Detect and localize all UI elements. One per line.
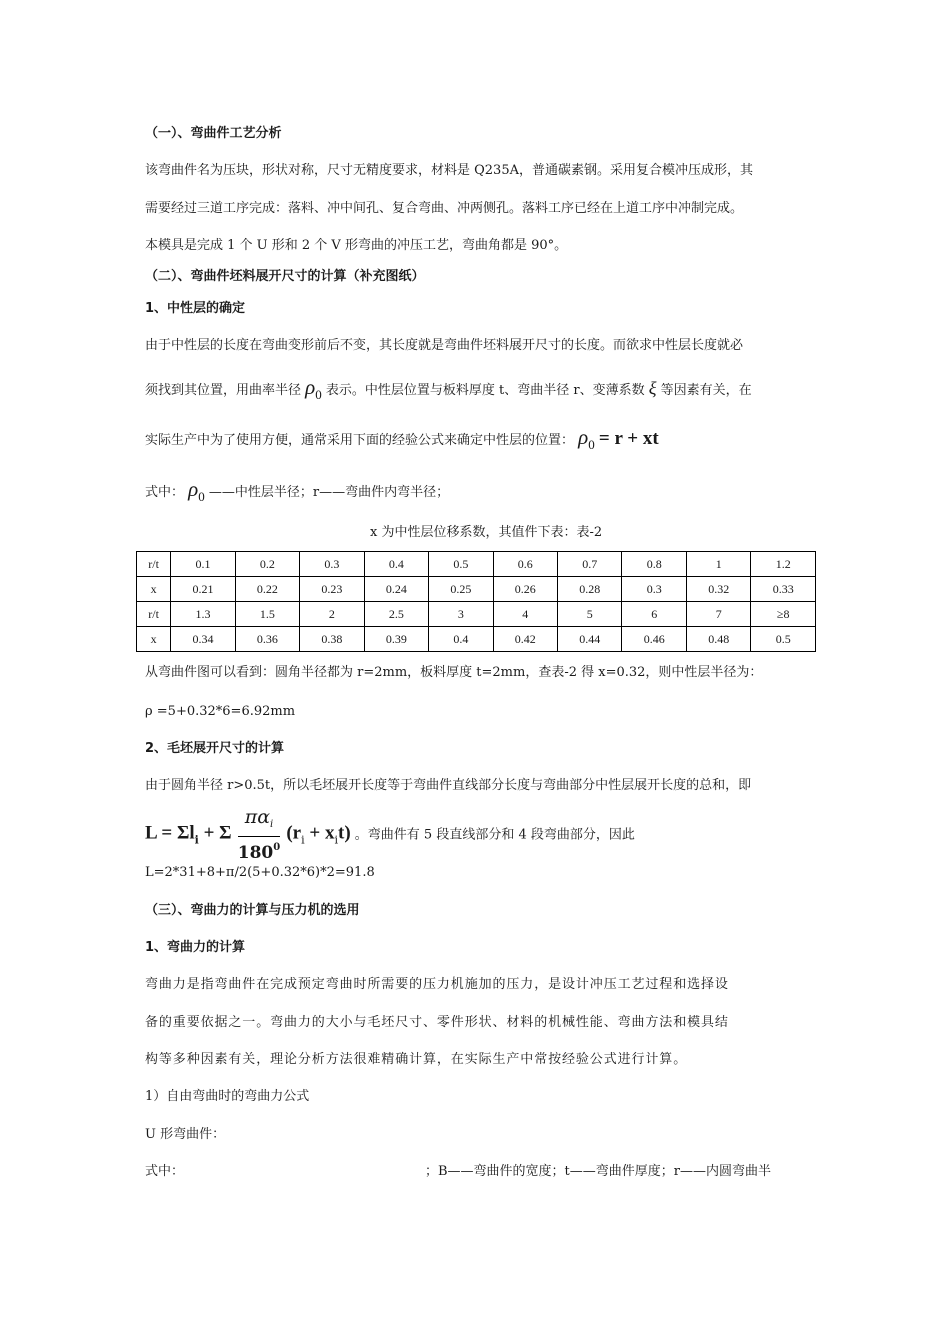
- table-cell: 0.22: [235, 577, 299, 602]
- def-suffix: ——中性层半径；r——弯曲件内弯半径；: [208, 485, 450, 500]
- def-rho: ρ: [188, 477, 199, 501]
- table-cell: 5: [558, 602, 622, 627]
- table-cell: 0.26: [493, 577, 557, 602]
- table-row-header: r/t: [137, 602, 171, 627]
- table-cell: 0.36: [235, 627, 299, 652]
- xi-symbol: ξ: [648, 378, 657, 398]
- formula-r: (r: [286, 822, 302, 844]
- s2-formula-line: [145, 806, 635, 864]
- s2-paragraph-line-4: 从弯曲件图可以看到：圆角半径都为 r=2mm，板料厚度 t=2mm，查表-2 得 x=0.32，则中性层半径为：: [145, 665, 763, 680]
- table-cell: 6: [622, 602, 686, 627]
- s3-free-bending-title: 1）自由弯曲时的弯曲力公式: [145, 1089, 310, 1104]
- s3-paragraph-line-2: 备的重要依据之一。弯曲力的大小与毛坯尺寸、零件形状、材料的机械性能、弯曲方法和模具结: [145, 1015, 729, 1030]
- s2-paragraph-line-1: 由于中性层的长度在弯曲变形前后不变，其长度就是弯曲件坯料展开尺寸的长度。而欲求中性层长度就必: [145, 338, 744, 353]
- table-cell: 0.44: [558, 627, 622, 652]
- formula-plus-sum: + Σ: [198, 822, 232, 844]
- table-cell: 0.6: [493, 552, 557, 577]
- formula-r-index: i: [301, 833, 305, 847]
- table-cell: 1.5: [235, 602, 299, 627]
- table-cell: 0.32: [686, 577, 750, 602]
- s3-definition-prefix: 式中：: [145, 1164, 185, 1179]
- table-cell: ≥8: [751, 602, 816, 627]
- table-cell: 0.1: [171, 552, 235, 577]
- table-cell: 0.46: [622, 627, 686, 652]
- table-cell: 0.8: [622, 552, 686, 577]
- formula-numerator: [238, 806, 280, 837]
- rho-symbol: ρ: [305, 375, 316, 399]
- rho-subscript: 0: [315, 387, 322, 402]
- table-cell: 7: [686, 602, 750, 627]
- s2-l-calculation: L=2*31+8+π/2(5+0.32*6)*2=91.8: [145, 865, 375, 880]
- table-row: [137, 552, 816, 577]
- table-cell: 0.4: [364, 552, 428, 577]
- table-cell: 0.5: [429, 552, 493, 577]
- s2-p2-part-b: 表示。中性层位置与板料厚度 t、弯曲半径 r、变薄系数: [325, 383, 645, 398]
- s2-paragraph-line-3: [145, 425, 659, 454]
- table-cell: 0.42: [493, 627, 557, 652]
- table-row: [137, 577, 816, 602]
- table-row-header: x: [137, 627, 171, 652]
- numerator-index: i: [270, 819, 274, 830]
- section-3-heading: （三）、弯曲力的计算与压力机的选用: [145, 903, 360, 918]
- neutral-layer-coefficient-table: [136, 551, 816, 652]
- table-row: [137, 627, 816, 652]
- subsection-bending-force: 1、弯曲力的计算: [145, 940, 246, 955]
- table-cell: 2.5: [364, 602, 428, 627]
- formula-rhs: = r + xt: [598, 428, 659, 449]
- subsection-neutral-layer: 1、中性层的确定: [145, 301, 246, 316]
- formula-denominator: [238, 837, 280, 864]
- table-row-header: x: [137, 577, 171, 602]
- denominator-text: 180: [237, 843, 274, 863]
- table-caption: x 为中性层位移系数，其值件下表：表-2: [370, 525, 603, 540]
- table-row: [137, 602, 816, 627]
- denominator-degree: 0: [273, 842, 281, 853]
- formula-l-index: i: [194, 833, 199, 847]
- def-prefix: 式中：: [145, 485, 185, 500]
- s2-definition-line: [145, 477, 450, 506]
- table-cell: 2: [300, 602, 364, 627]
- formula-x-index: i: [334, 833, 338, 847]
- table-cell: 3: [429, 602, 493, 627]
- table-cell: 0.3: [300, 552, 364, 577]
- table-row-header: r/t: [137, 552, 171, 577]
- formula-t: t): [338, 822, 351, 844]
- table-cell: 0.4: [429, 627, 493, 652]
- table-cell: 0.38: [300, 627, 364, 652]
- section-2-heading: （二）、弯曲件坯料展开尺寸的计算（补充图纸）: [145, 269, 425, 284]
- s2-rho-calculation: ρ =5+0.32*6=6.92mm: [145, 704, 296, 719]
- s3-definition-rest: ；B——弯曲件的宽度；t——弯曲件厚度；r——内圆弯曲半: [425, 1164, 771, 1179]
- s3-paragraph-line-1: 弯曲力是指弯曲件在完成预定弯曲时所需要的压力机施加的压力，是设计冲压工艺过程和选择设: [145, 977, 729, 992]
- formula-text: 。弯曲件有 5 段直线部分和 4 段弯曲部分，因此: [354, 827, 635, 843]
- table-cell: 4: [493, 602, 557, 627]
- table-cell: 0.21: [171, 577, 235, 602]
- table-cell: 0.48: [686, 627, 750, 652]
- subsection-blank-size: 2、毛坯展开尺寸的计算: [145, 741, 285, 756]
- formula-l-left: L = Σl: [145, 822, 195, 844]
- def-rho-subscript: 0: [198, 489, 205, 504]
- table-cell: 0.23: [300, 577, 364, 602]
- table-cell: 0.33: [751, 577, 816, 602]
- s2-paragraph-line-6: 由于圆角半径 r>0.5t，所以毛坯展开长度等于弯曲件直线部分长度与弯曲部分中性层展开长度的总和，即: [145, 778, 752, 793]
- table-cell: 0.2: [235, 552, 299, 577]
- s3-paragraph-line-3: 构等多种因素有关，理论分析方法很难精确计算，在实际生产中常按经验公式进行计算。: [145, 1052, 688, 1067]
- section-1-heading: （一）、弯曲件工艺分析: [145, 126, 282, 141]
- formula-rho-subscript: 0: [588, 437, 595, 452]
- numerator-text: πα: [244, 806, 271, 828]
- table-cell: 0.5: [751, 627, 816, 652]
- table-cell: 0.25: [429, 577, 493, 602]
- s2-p2-part-a: 须找到其位置，用曲率半径: [145, 383, 302, 398]
- s1-paragraph-line-3: 本模具是完成 1 个 U 形和 2 个 V 形弯曲的冲压工艺，弯曲角都是 90°。: [145, 238, 568, 253]
- s2-paragraph-line-2: [145, 375, 752, 404]
- table-cell: 0.24: [364, 577, 428, 602]
- table-cell: 0.34: [171, 627, 235, 652]
- table-cell: 0.39: [364, 627, 428, 652]
- s1-paragraph-line-1: 该弯曲件名为压块，形状对称，尺寸无精度要求，材料是 Q235A，普通碳素钢。采用复合模冲压成形，其: [145, 163, 753, 178]
- table-cell: 1.3: [171, 602, 235, 627]
- formula-x: + x: [304, 822, 335, 844]
- s1-paragraph-line-2: 需要经过三道工序完成：落料、冲中间孔、复合弯曲、冲两侧孔。落料工序已经在上道工序中冲制完成。: [145, 201, 744, 216]
- table-cell: 0.3: [622, 577, 686, 602]
- table-cell: 0.28: [558, 577, 622, 602]
- s2-p2-part-c: 等因素有关，在: [660, 383, 752, 398]
- table-cell: 1.2: [751, 552, 816, 577]
- s2-p3-text: 实际生产中为了使用方便，通常采用下面的经验公式来确定中性层的位置：: [145, 433, 575, 448]
- table-cell: 1: [686, 552, 750, 577]
- s3-u-shape-label: U 形弯曲件：: [145, 1127, 226, 1142]
- table-cell: 0.7: [558, 552, 622, 577]
- formula-rho: ρ: [578, 425, 589, 449]
- formula-fraction: [238, 806, 280, 864]
